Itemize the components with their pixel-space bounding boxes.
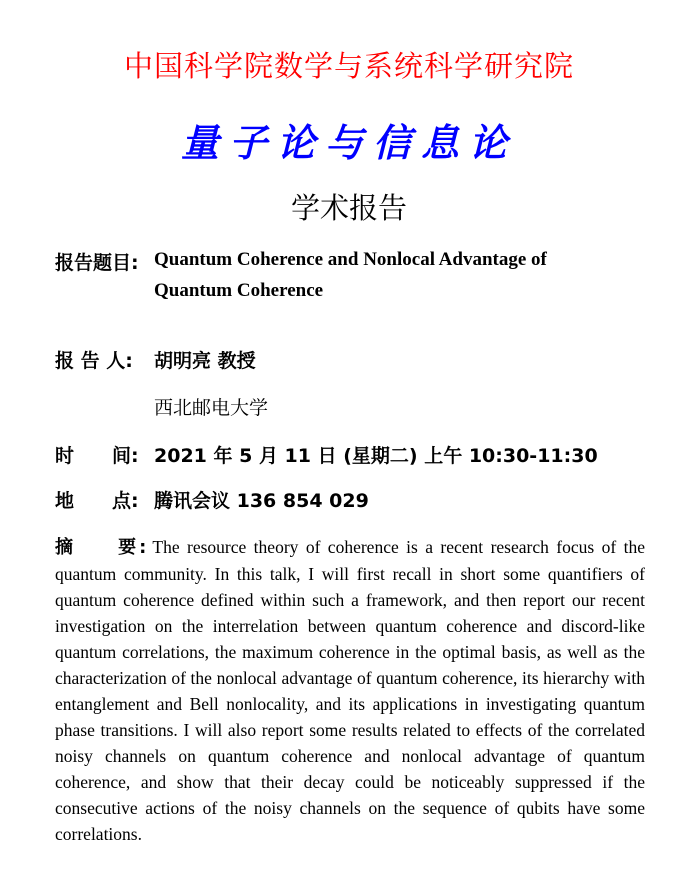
talk-title-line-1: Quantum Coherence and Nonlocal Advantage of bbox=[154, 249, 547, 270]
time-value: 2021 年 5 月 11 日 (星期二) 上午 10:30-11:30 bbox=[154, 445, 598, 467]
abstract bbox=[55, 534, 645, 847]
seminar-series-title: 量子论与信息论 bbox=[180, 120, 517, 165]
speaker-affiliation: 西北邮电大学 bbox=[154, 397, 269, 419]
location-label: 地 点: bbox=[55, 490, 139, 512]
time-label: 时 间: bbox=[55, 445, 139, 467]
document-type-heading: 学术报告 bbox=[290, 191, 407, 225]
location-value: 腾讯会议 136 854 029 bbox=[154, 490, 369, 512]
speaker-label: 报 告 人: bbox=[55, 350, 133, 372]
speaker-name: 胡明亮 教授 bbox=[154, 350, 256, 372]
title-label: 报告题目: bbox=[55, 252, 139, 274]
abstract-label: 摘 要: bbox=[55, 537, 147, 558]
talk-title-line-2: Quantum Coherence bbox=[154, 280, 324, 301]
institute-name: 中国科学院数学与系统科学研究院 bbox=[123, 49, 574, 83]
abstract-text: The resource theory of coherence is a recent research focus of the quantum community. In this talk, I will first recall in short some quantifiers of quantum coherence defined within such a framework, and then report our recent investigation on the interrelation between quantum coherence and discord-like quantum correlations, the maximum coherence in the optimal basis, as well as the characterization of the nonlocal advantage of quantum coherence, its hierarchy with entanglement and Bell nonlocality, and its applications in investigating quantum phase transitions. I will also report some results related to effects of the correlated noisy channels on quantum coherence and nonlocal advantage of quantum coherence, and show that their decay could be noticeably suppressed if the consecutive actions of the noisy channels on the sequence of qubits have some correlations. bbox=[55, 537, 645, 844]
